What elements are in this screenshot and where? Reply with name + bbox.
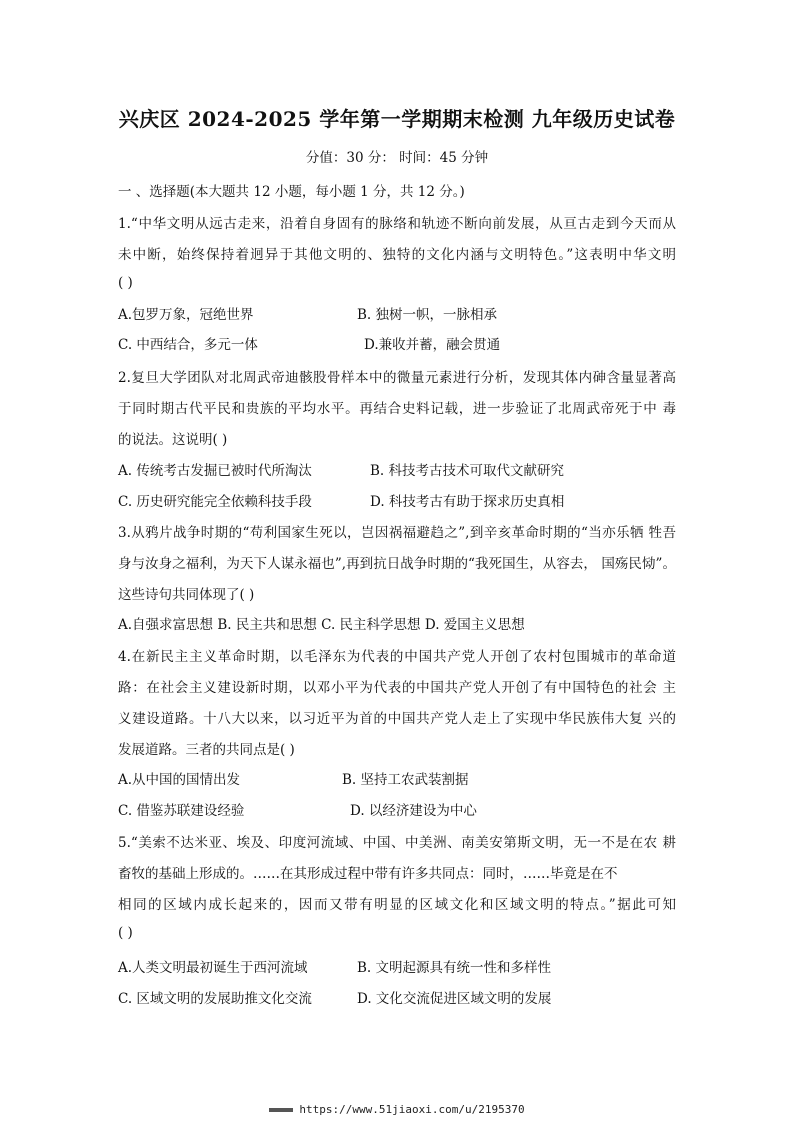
section-heading: 一 、选择题(本大题共 12 小题，每小题 1 分，共 12 分。) xyxy=(118,184,465,200)
question-2-option-d: D. 科技考古有助于探求历史真相 xyxy=(370,494,565,510)
question-5-option-a: A.人类文明最初诞生于西河流域 xyxy=(118,960,308,976)
question-2-option-b: B. 科技考古技术可取代文献研究 xyxy=(370,463,565,479)
footer-url[interactable]: https://www.51jiaoxi.com/u/2195370 xyxy=(299,1103,525,1116)
score-time-info: 分值：30 分： 时间：45 分钟 xyxy=(305,150,489,166)
exam-title: 兴庆区 2024-2025 学年第一学期期末检测 九年级历史试卷 xyxy=(118,107,676,131)
question-1-option-c: C. 中西结合，多元一体 xyxy=(118,337,258,353)
question-5-option-c: C. 区域文明的发展助推文化交流 xyxy=(118,991,312,1007)
question-2-option-c: C. 历史研究能完全依赖科技手段 xyxy=(118,494,312,510)
footer xyxy=(0,1103,794,1116)
question-4-option-a: A.从中国的国情出发 xyxy=(118,772,241,788)
question-1-option-b: B. 独树一帜，一脉相承 xyxy=(357,307,498,323)
question-5-option-b: B. 文明起源具有统一性和多样性 xyxy=(357,960,552,976)
question-4-line-4: 发展道路。三者的共同点是( ) xyxy=(118,742,295,758)
question-4-line-2: 路：在社会主义建设新时期，以邓小平为代表的中国共产党人开创了有中国特色的社会 主 xyxy=(118,680,676,696)
question-4-option-d: D. 以经济建设为中心 xyxy=(350,803,477,819)
question-3-line-1: 3.从鸦片战争时期的“苟利国家生死以，岂因祸福避趋之”,到辛亥革命时期的“当亦乐牺 牲吾 xyxy=(118,525,676,541)
question-1-line-1: 1.“中华文明从远古走来，沿着自身固有的脉络和轨迹不断向前发展，从亘古走到今天而从 xyxy=(118,216,676,232)
question-3-options: A.自强求富思想 B. 民主共和思想 C. 民主科学思想 D. 爱国主义思想 xyxy=(118,617,525,633)
question-2-line-1: 2.复旦大学团队对北周武帝迪骸股骨样本中的微量元素进行分析，发现其体内砷含量显著高 xyxy=(118,370,676,386)
question-1-option-d: D.兼收并蓄，融会贯通 xyxy=(364,337,501,353)
question-4-option-b: B. 坚持工农武装割据 xyxy=(342,772,469,788)
question-5-line-1: 5.“美索不达米亚、埃及、印度河流域、中国、中美洲、南美安第斯文明，无一不是在农 耕 xyxy=(118,835,676,851)
question-2-line-3: 的说法。这说明( ) xyxy=(118,432,228,448)
question-3-line-2: 身与汝身之福利，为天下人谋永福也”,再到抗日战争时期的“我死国生，从容去， 国殇民恸”。 xyxy=(118,556,676,572)
question-5-line-3: 相同的区域内成长起来的，因而又带有明显的区域文化和区域文明的特点。”据此可知 xyxy=(118,897,676,913)
question-4-option-c: C. 借鉴苏联建设经验 xyxy=(118,803,245,819)
question-3-line-3: 这些诗句共同体现了( ) xyxy=(118,587,255,603)
question-5-answer-paren: ( ) xyxy=(118,925,133,941)
question-2-line-2: 于同时期古代平民和贵族的平均水平。再结合史料记载，进一步验证了北周武帝死于中 毒 xyxy=(118,401,676,417)
question-4-line-1: 4.在新民主主义革命时期，以毛泽东为代表的中国共产党人开创了农村包围城市的革命道 xyxy=(118,649,676,665)
question-5-line-2: 畜牧的基础上形成的。……在其形成过程中带有许多共同点：同时，……毕竟是在不 xyxy=(118,866,618,882)
question-1-line-2: 未中断，始终保持着迥异于其他文明的、独特的文化内涵与文明特色。”这表明中华文明 xyxy=(118,247,676,263)
watermark-mark-icon xyxy=(269,1108,293,1112)
question-1-answer-paren: ( ) xyxy=(118,275,133,291)
question-2-option-a: A. 传统考古发掘已被时代所淘汰 xyxy=(118,463,312,479)
question-1-option-a: A.包罗万象，冠绝世界 xyxy=(118,307,254,323)
question-5-option-d: D. 文化交流促进区域文明的发展 xyxy=(357,991,552,1007)
question-4-line-3: 义建设道路。十八大以来，以习近平为首的中国共产党人走上了实现中华民族伟大复 兴的 xyxy=(118,711,676,727)
